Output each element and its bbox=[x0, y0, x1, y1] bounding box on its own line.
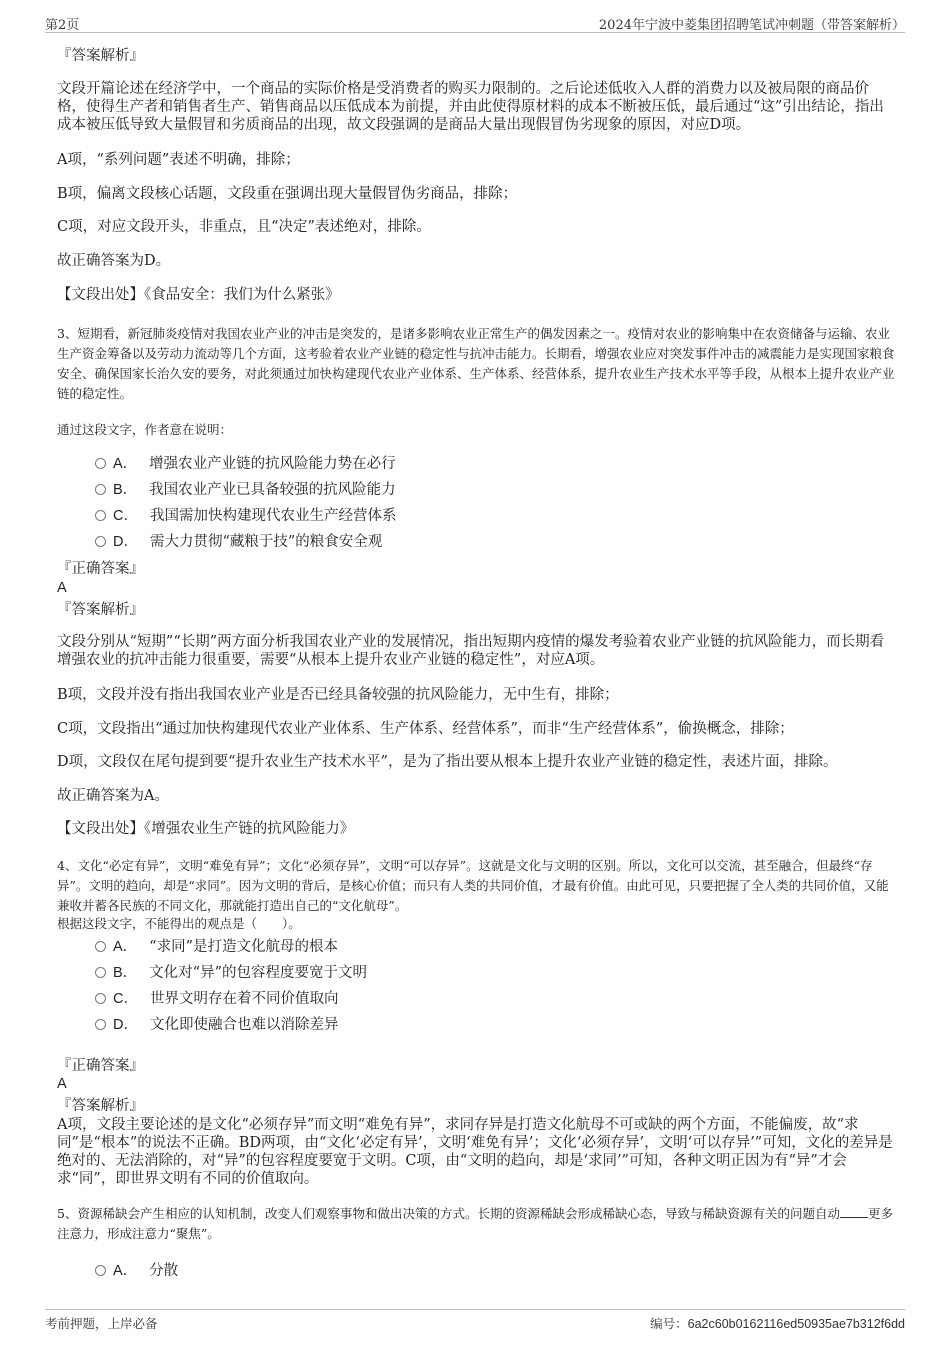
q4-question: 根据这段文字，不能得出的观点是（ ）。 bbox=[57, 916, 301, 931]
radio-icon[interactable] bbox=[95, 967, 106, 978]
radio-icon[interactable] bbox=[95, 510, 106, 521]
q2-item-b: B项，偏离文段核心话题，文段重在强调出现大量假冒伪劣商品，排除； bbox=[57, 186, 518, 202]
q4-option-b[interactable]: B． 文化对“异”的包容程度要宽于文明 bbox=[95, 964, 367, 982]
footer-slogan: 考前押题，上岸必备 bbox=[45, 1316, 158, 1331]
q4-analysis-label: 『答案解析』 bbox=[57, 1098, 144, 1114]
page-footer bbox=[45, 1309, 905, 1332]
radio-icon[interactable] bbox=[95, 941, 106, 952]
q3-option-b[interactable]: B． 我国农业产业已具备较强的抗风险能力 bbox=[95, 481, 396, 499]
document-title: 2024年宁波中菱集团招聘笔试冲刺题（带答案解析） bbox=[598, 18, 905, 33]
q4-stem: 4、文化“必定有异”，文明“难免有异”；文化“必须存异”，文明“可以存异”。这就是文化与文明的区别。所以，文化可以交流，甚至融合，但最终“存异”。文明的趋向，却是“求同”。因为文明的背后，是核心价值；而只有人类的共同价值，才最有价值。由此可见，只要把握了全人类的共同价值，又能兼收并蓄各民族的不同文化，那就能打造出自己的“文化航母”。 bbox=[57, 858, 889, 913]
q2-item-c: C项，对应文段开头，非重点，且“决定”表述绝对，排除。 bbox=[57, 219, 431, 235]
radio-icon[interactable] bbox=[95, 484, 106, 495]
q2-analysis-label: 『答案解析』 bbox=[57, 48, 144, 64]
q3-item-d: D项，文段仅在尾句提到要“提升农业生产技术水平”，是为了指出要从根本上提升农业产业链的稳定性，表述片面，排除。 bbox=[57, 754, 838, 770]
q2-source: 【文段出处】《食品安全：我们为什么紧张》 bbox=[57, 287, 340, 303]
radio-icon[interactable] bbox=[95, 458, 106, 469]
q4-analysis-paragraph: A项，文段主要论述的是文化“必须存异”而文明“难免有异”，求同存异是打造文化航母不可或缺的两个方面，不能偏废，故“求同”是“根本”的说法不正确。BD两项，由“文化‘必定有异’，文明‘难免有异’；文化‘必须存异’，文明‘可以存异’”可知，文化的差异是绝对的、无法消除的，对“异”的包容程度要宽于文明。C项，由“文明的趋向，却是‘求同’”可知，各种文明正因为有“异”才会求“同”，即世界文明有不同的价值取向。 bbox=[57, 1117, 893, 1187]
q3-option-a[interactable]: A． 增强农业产业链的抗风险能力势在必行 bbox=[95, 455, 396, 473]
q3-source: 【文段出处】《增强农业生产链的抗风险能力》 bbox=[57, 821, 355, 837]
q3-option-d[interactable]: D． 需大力贯彻“藏粮于技”的粮食安全观 bbox=[95, 533, 382, 551]
q2-conclusion: 故正确答案为D。 bbox=[57, 253, 171, 269]
q4-answer-label: 『正确答案』 bbox=[57, 1058, 144, 1074]
q3-answer-label: 『正确答案』 bbox=[57, 561, 144, 577]
page-header bbox=[45, 12, 905, 33]
q3-analysis-paragraph: 文段分别从“短期”“长期”两方面分析我国农业产业的发展情况，指出短期内疫情的爆发考验着农业产业链的抗风险能力，而长期看增强农业的抗冲击能力很重要，需要“从根本上提升农业产业链的稳定性”，对应A项。 bbox=[57, 634, 885, 668]
q3-answer: A bbox=[57, 580, 67, 596]
q4-option-d[interactable]: D． 文化即使融合也难以消除差异 bbox=[95, 1016, 338, 1034]
q4-answer: A bbox=[57, 1076, 67, 1092]
footer-code: 编号：6a2c60b0162116ed50935ae7b312f6dd bbox=[650, 1316, 905, 1331]
q5-stem: 5、资源稀缺会产生相应的认知机制，改变人们观察事物和做出决策的方式。长期的资源稀缺会形成稀缺心态，导致与稀缺资源有关的问题自动 更多注意力，形成注意力“聚焦”。 bbox=[57, 1206, 893, 1241]
q4-option-a[interactable]: A． “求同”是打造文化航母的根本 bbox=[95, 938, 338, 956]
page-number: 第2页 bbox=[45, 18, 80, 33]
q4-option-c[interactable]: C． 世界文明存在着不同价值取向 bbox=[95, 990, 338, 1008]
q3-analysis-label: 『答案解析』 bbox=[57, 602, 144, 618]
radio-icon[interactable] bbox=[95, 1019, 106, 1030]
q2-item-a: A项，“系列问题”表述不明确，排除； bbox=[57, 152, 300, 168]
q3-item-b: B项，文段并没有指出我国农业产业是否已经具备较强的抗风险能力，无中生有，排除； bbox=[57, 687, 619, 703]
radio-icon[interactable] bbox=[95, 993, 106, 1004]
q2-analysis-paragraph: 文段开篇论述在经济学中，一个商品的实际价格是受消费者的购买力限制的。之后论述低收入人群的消费力以及被局限的商品价格，使得生产者和销售者生产、销售商品以压低成本为前提，并由此使得原材料的成本不断被压低，最后通过“这”引出结论，指出成本被压低导致大量假冒和劣质商品的出现，故文段强调的是商品大量出现假冒伪劣现象的原因，对应D项。 bbox=[57, 81, 884, 133]
fill-blank bbox=[840, 1205, 868, 1218]
q5-option-a[interactable]: A． 分散 bbox=[95, 1262, 178, 1280]
q3-stem: 3、短期看，新冠肺炎疫情对我国农业产业的冲击是突发的，是诸多影响农业正常生产的偶发因素之一。疫情对农业的影响集中在农资储备与运输、农业生产资金筹备以及劳动力流动等几个方面，这考验着农业产业链的稳定性与抗冲击能力。长期看，增强农业应对突发事件冲击的减震能力是实现国家粮食安全、确保国家长治久安的要务，对此须通过加快构建现代农业产业体系、生产体系、经营体系，提升农业生产技术水平等手段，从根本上提升农业产业链的稳定性。 bbox=[57, 326, 895, 401]
q3-item-c: C项，文段指出“通过加快构建现代农业产业体系、生产体系、经营体系”，而非“生产经营体系”，偷换概念，排除； bbox=[57, 721, 794, 737]
q3-option-c[interactable]: C． 我国需加快构建现代农业生产经营体系 bbox=[95, 507, 396, 525]
q3-question: 通过这段文字，作者意在说明： bbox=[57, 422, 233, 437]
radio-icon[interactable] bbox=[95, 1265, 106, 1276]
radio-icon[interactable] bbox=[95, 536, 106, 547]
q3-conclusion: 故正确答案为A。 bbox=[57, 788, 169, 804]
